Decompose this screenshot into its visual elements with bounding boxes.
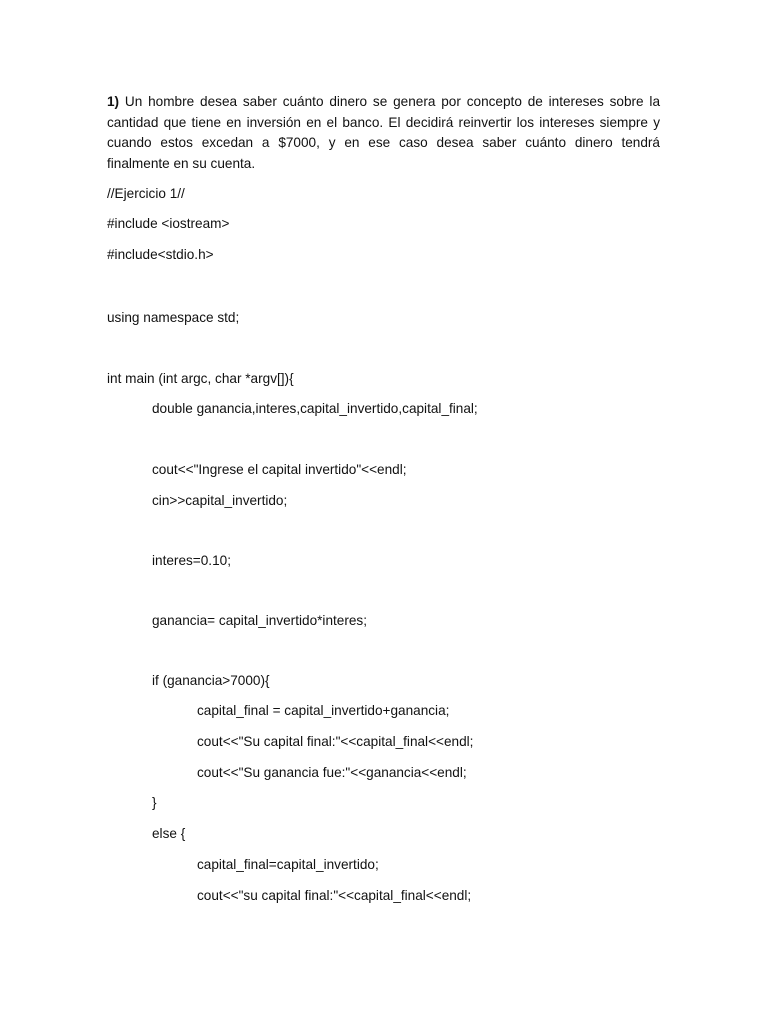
code-ganancia-assign: ganancia= capital_invertido*interes;	[152, 613, 367, 628]
code-using-namespace: using namespace std;	[107, 310, 240, 325]
code-include-iostream: #include <iostream>	[107, 216, 230, 231]
code-if-statement: if (ganancia>7000){	[152, 673, 270, 688]
code-else-cout: cout<<"su capital final:"<<capital_final<<endl;	[197, 888, 472, 903]
problem-text: Un hombre desea saber cuánto dinero se genera por concepto de intereses sobre la cantidad que tiene en inversión en el banco. El decidirá reinvertir los intereses siempre y cuando estos excedan a $7000, y en ese caso desea saber cuánto dinero tendrá finalmente en su cuenta.	[107, 94, 661, 171]
code-interes-assign: interes=0.10;	[152, 553, 231, 568]
code-include-stdio: #include<stdio.h>	[107, 247, 214, 262]
code-if-assign: capital_final = capital_invertido+ganancia;	[197, 703, 450, 718]
code-else-assign: capital_final=capital_invertido;	[197, 857, 379, 872]
code-else-statement: else {	[152, 826, 186, 841]
problem-number: 1)	[107, 94, 120, 109]
code-if-cout-capital: cout<<"Su capital final:"<<capital_final<<endl;	[197, 734, 474, 749]
code-comment: //Ejercicio 1//	[107, 186, 185, 201]
code-cout-prompt: cout<<"Ingrese el capital invertido"<<endl;	[152, 462, 407, 477]
code-close-brace: }	[152, 795, 157, 810]
code-declaration: double ganancia,interes,capital_invertido,capital_final;	[152, 401, 478, 416]
code-main-signature: int main (int argc, char *argv[]){	[107, 371, 294, 386]
problem-statement	[107, 92, 660, 174]
code-cin: cin>>capital_invertido;	[152, 493, 288, 508]
code-if-cout-ganancia: cout<<"Su ganancia fue:"<<ganancia<<endl;	[197, 765, 467, 780]
